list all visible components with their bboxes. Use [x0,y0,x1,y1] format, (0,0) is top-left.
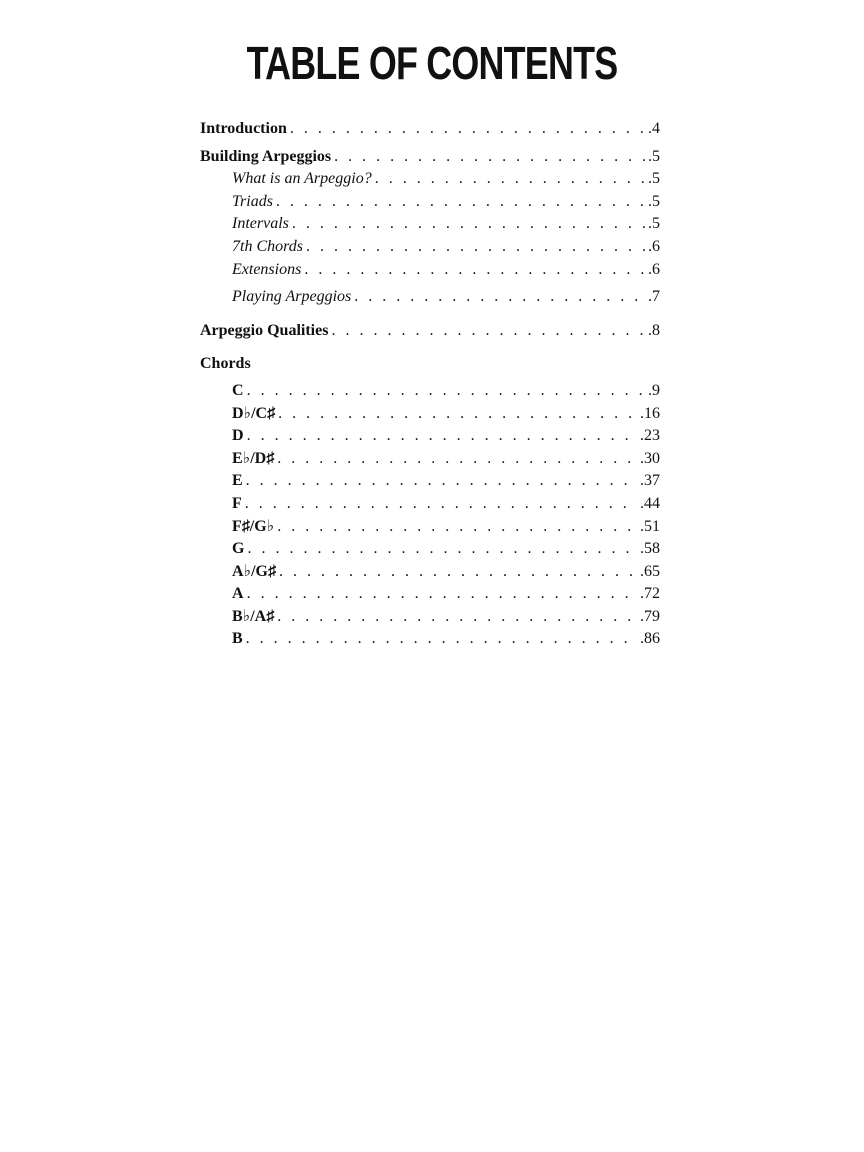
toc-chord-entry[interactable] [200,516,660,539]
dot-leader [247,538,637,561]
toc-chord-entry[interactable] [200,380,660,403]
toc-subentry-triads[interactable] [200,191,660,214]
chord-label: D [232,427,244,445]
chord-label: F♯/G♭ [232,517,275,535]
toc-subentry-intervals[interactable] [200,213,660,236]
dot-leader [279,561,637,584]
dot-leader [247,425,637,448]
toc-subentry-page: .5 [648,170,660,188]
toc-subentry-page: .5 [648,215,660,233]
chord-label: F [232,494,242,512]
chord-label: A [232,585,244,603]
toc-entry-page: .5 [648,147,660,165]
dot-leader [276,191,645,214]
chord-page: .16 [640,404,660,422]
chord-page: .86 [640,630,660,648]
toc-chord-entry[interactable] [200,538,660,561]
chords-heading[interactable]: Chords [200,355,251,373]
chord-label: E♭/D♯ [232,449,275,467]
dot-leader [278,403,637,426]
toc-subentry-label: Extensions [232,260,302,278]
chord-label: D♭/C♯ [232,404,276,422]
toc-subentry-page: .5 [648,192,660,210]
toc-entry-label: Building Arpeggios [200,147,332,165]
toc-entry-building-arpeggios[interactable] [200,146,660,169]
chord-page: .58 [640,540,660,558]
toc-entry-label: Introduction [200,120,287,137]
toc-chord-entry[interactable] [200,403,660,426]
chord-label: A♭/G♯ [232,562,276,580]
chord-page: .79 [640,607,660,625]
toc-subentry-page: .6 [648,260,660,278]
toc-subentry-page: .6 [648,237,660,255]
chord-page: .44 [640,494,660,512]
toc-subentry-7th-chords[interactable] [200,236,660,259]
chord-page: .30 [640,449,660,467]
toc-subentry-label: Playing Arpeggios [232,288,352,306]
toc-subentry-label: 7th Chords [232,237,303,255]
dot-leader [277,448,637,471]
toc-entry-page: .4 [648,120,660,137]
toc-chord-entry[interactable] [200,628,660,651]
chord-label: B♭/A♯ [232,607,275,625]
dot-leader [304,259,645,282]
dot-leader [246,628,637,651]
toc-subentry-playing-arpeggios[interactable] [200,286,660,309]
toc-entry-label: Arpeggio Qualities [200,321,329,339]
toc-chord-entry[interactable] [200,561,660,584]
toc-subentry-page: .7 [648,288,660,306]
chord-label: G [232,540,245,558]
toc-entry-arpeggio-qualities[interactable] [200,320,660,343]
toc-chord-entry[interactable] [200,470,660,493]
toc-entry-introduction[interactable] [200,118,660,141]
dot-leader [331,320,645,343]
dot-leader [292,213,645,236]
chord-page: .72 [640,585,660,603]
toc-subentry-extensions[interactable] [200,259,660,282]
chord-page: .9 [648,381,660,399]
chord-label: B [232,630,243,648]
chord-label: C [232,381,244,399]
dot-leader [354,286,645,309]
dot-leader [290,118,645,141]
toc-chord-entry[interactable] [200,583,660,606]
toc-subentry-label: Intervals [232,215,289,233]
toc-chord-entry[interactable] [200,425,660,448]
chord-page: .37 [640,472,660,490]
toc-entry-page: .8 [648,321,660,339]
dot-leader [246,470,637,493]
dot-leader [277,516,637,539]
chord-page: .65 [640,562,660,580]
toc-chord-entry[interactable] [200,493,660,516]
chord-page: .51 [640,517,660,535]
dot-leader [277,606,637,629]
table-of-contents [200,118,660,651]
dot-leader [247,380,645,403]
dot-leader [375,168,645,191]
toc-subentry-label: Triads [232,192,273,210]
dot-leader [334,146,645,169]
chord-page: .23 [640,427,660,445]
toc-chord-entry[interactable] [200,448,660,471]
chord-label: E [232,472,243,490]
dot-leader [306,236,645,259]
dot-leader [247,583,637,606]
toc-chord-entry[interactable] [200,606,660,629]
toc-subentry-label: What is an Arpeggio? [232,170,372,188]
dot-leader [245,493,637,516]
toc-subentry-what-is-an-arpeggio[interactable] [200,168,660,191]
page-title: TABLE OF CONTENTS [246,37,618,89]
